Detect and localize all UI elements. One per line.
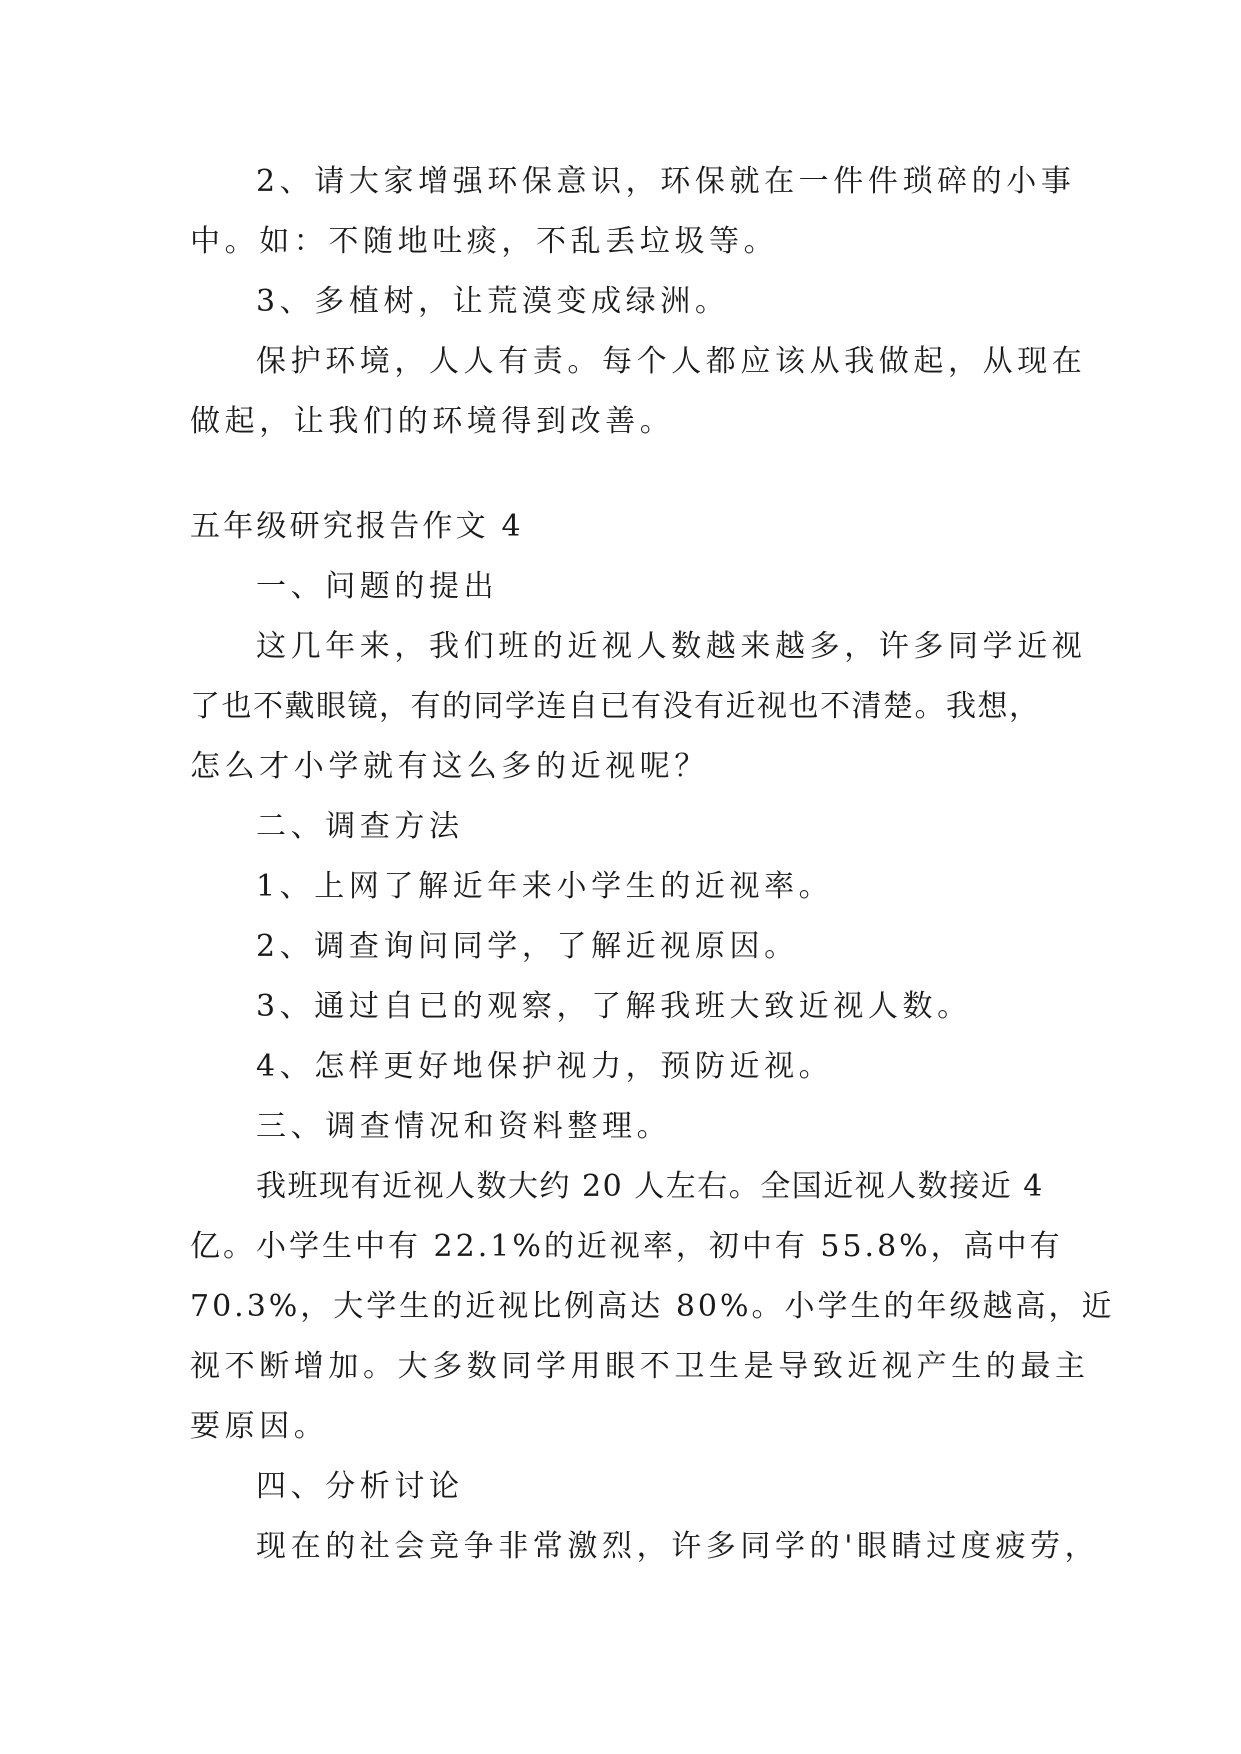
paragraph-line: 了也不戴眼镜，有的同学连自已有没有近视也不清楚。我想， xyxy=(190,689,1041,724)
paragraph-line: 视不断增加。大多数同学用眼不卫生是导致近视产生的最主 xyxy=(190,1349,1090,1384)
paragraph-line: 亿。小学生中有 22.1%的近视率，初中有 55.8%，高中有 xyxy=(190,1229,1063,1264)
paragraph-line: 要原因。 xyxy=(190,1409,329,1444)
list-item: 4、怎样更好地保护视力，预防近视。 xyxy=(256,1049,834,1084)
paragraph-line: 现在的社会竞争非常激烈，许多同学的'眼睛过度疲劳， xyxy=(256,1529,1100,1564)
list-item: 2、调查询问同学，了解近视原因。 xyxy=(256,929,799,964)
paragraph-line: 70.3%，大学生的近视比例高达 80%。小学生的年级越高，近 xyxy=(190,1289,1115,1324)
paragraph-line: 2、请大家增强环保意识，环保就在一件件琐碎的小事 xyxy=(256,164,1076,199)
list-item: 1、上网了解近年来小学生的近视率。 xyxy=(256,869,834,904)
section-heading: 二、调查方法 xyxy=(256,809,464,844)
list-item: 3、通过自已的观察，了解我班大致近视人数。 xyxy=(256,989,972,1024)
section-heading: 四、分析讨论 xyxy=(256,1469,464,1504)
paragraph-line: 怎么才小学就有这么多的近视呢？ xyxy=(190,749,709,784)
paragraph-line: 我班现有近视人数大约 20 人左右。全国近视人数接近 4 xyxy=(256,1169,1044,1204)
section-heading: 三、调查情况和资料整理。 xyxy=(256,1109,672,1144)
paragraph-line: 3、多植树，让荒漠变成绿洲。 xyxy=(256,284,730,319)
paragraph-line: 这几年来，我们班的近视人数越来越多，许多同学近视 xyxy=(256,629,1087,664)
paragraph-line: 做起，让我们的环境得到改善。 xyxy=(190,404,675,439)
section-heading: 一、问题的提出 xyxy=(256,569,499,604)
paragraph-line: 保护环境，人人有责。每个人都应该从我做起，从现在 xyxy=(256,344,1087,379)
paragraph-line: 中。如：不随地吐痰，不乱丢垃圾等。 xyxy=(190,224,779,259)
article-title: 五年级研究报告作文 4 xyxy=(190,509,524,544)
